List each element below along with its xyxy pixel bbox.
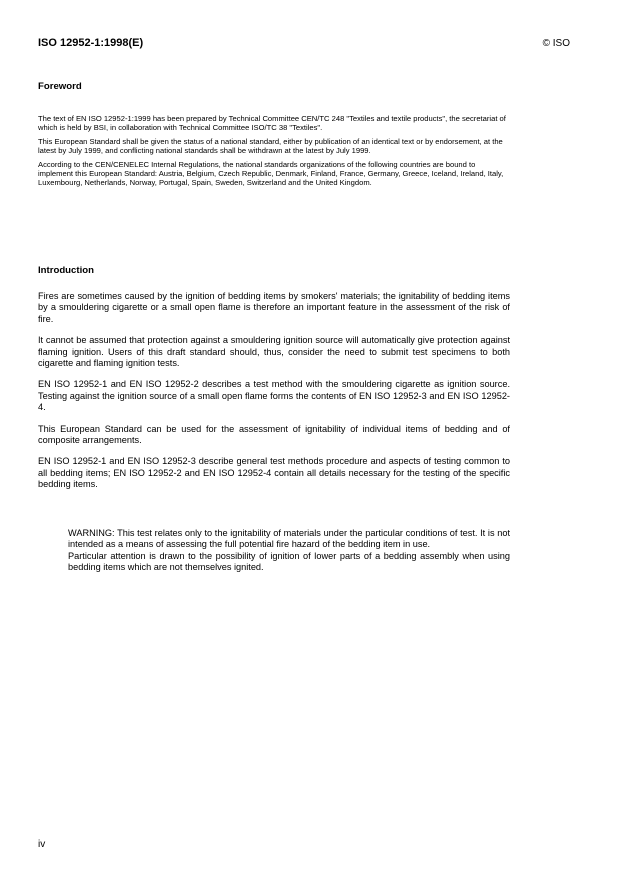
document-id: ISO 12952-1:1998(E) [38, 37, 144, 49]
introduction-paragraph: This European Standard can be used for the assessment of ignitability of individual items of bedding and of composite arrangements. [38, 423, 510, 446]
introduction-paragraph: EN ISO 12952-1 and EN ISO 12952-2 describes a test method with the smouldering cigarette as ignition source. Testing against the ignition source of a small open flame forms the contents of EN ISO 12952-3 and EN ISO 12952-4. [38, 379, 510, 413]
introduction-paragraph: Fires are sometimes caused by the ignition of bedding items by smokers' materials; the ignitability of bedding items by a smouldering cigarette or a small open flame is therefore an important feature in the assessment of the risk of fire. [38, 291, 510, 324]
foreword-heading: Foreword [38, 81, 82, 92]
foreword-paragraph: This European Standard shall be given the status of a national standard, either by publication of an identical text or by endorsement, at the latest by July 1999, and conflicting national standards shall be withdrawn at the latest by July 1999. [38, 137, 503, 155]
foreword-paragraph: According to the CEN/CENELEC Internal Regulations, the national standards organizations of the following countries are bound to implement this European Standard: Austria, Belgium, Czech Republic, Denmark, Finland, France, Germany, Greece, Iceland, Ireland, Italy, Luxembourg, Netherlands, Norway, Portugal, Spain, Sweden, Switzerland and the United Kingdom. [38, 160, 504, 187]
foreword-section [38, 115, 510, 193]
warning-text: WARNING: This test relates only to the ignitability of materials under the particular conditions of test. It is not intended as a means of assessing the full potential fire hazard of the bedding item in use. [68, 528, 510, 550]
introduction-paragraph: EN ISO 12952-1 and EN ISO 12952-3 describe general test methods procedure and aspects of testing common to all bedding items; EN ISO 12952-2 and EN ISO 12952-4 contain all details necessary for the testing of the specific bedding items. [38, 456, 510, 490]
introduction-section [38, 291, 510, 501]
warning-note [68, 528, 510, 574]
foreword-paragraph: The text of EN ISO 12952-1:1999 has been prepared by Technical Committee CEN/TC 248 "Textiles and textile products", the secretariat of which is held by BSI, in collaboration with Technical Committee ISO/TC 38 "Textiles". [38, 114, 506, 132]
page-number: iv [38, 839, 46, 850]
introduction-heading: Introduction [38, 265, 94, 276]
warning-text: Particular attention is drawn to the possibility of ignition of lower parts of a bedding assembly when using bedding items which are not themselves ignited. [68, 550, 510, 573]
introduction-paragraph: It cannot be assumed that protection against a smouldering ignition source will automatically give protection against flaming ignition. Users of this draft standard should, thus, consider the need to submit test specimens to both cigarette and flaming ignition tests. [38, 335, 510, 369]
copyright-notice: © ISO [542, 38, 570, 49]
